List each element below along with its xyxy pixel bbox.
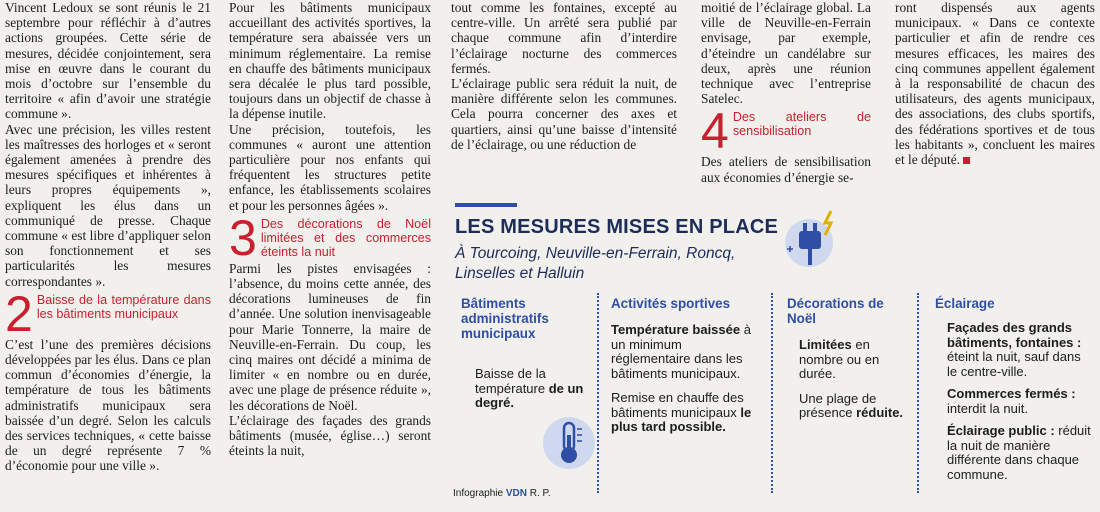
section-3-heading xyxy=(229,209,431,266)
col2-paragraph-1: Pour les bâtiments municipaux accueillant des activités sportives, la température sera abaissée vers un minimum réglementaire. La remise en chauffe des bâtiments municipaux sera décalée le plus tard possible, toujours dans un objectif de chasse à la dépense inutile. xyxy=(229,0,431,122)
measure-text: Baisse de la température xyxy=(475,366,549,396)
col3-paragraph-2: L’éclairage public sera réduit la nuit, de manière différente selon les communes. Cela pourra concerner des axes et quartiers, ainsi qu’une baisse d’intensité de l’éclairage, ou une réduction de xyxy=(451,76,677,152)
measure-text: à un minimum réglementaire dans les bâtiments municipaux. xyxy=(611,322,751,381)
col1-paragraph-1: Vincent Ledoux se sont réunis le 21 septembre pour réfléchir à d’autres actions groupées. Cette série de mesures, décidée conjointement, sera mise en œuvre dans le courant du mois d’octobre sur l’ensemble du territoire « afin d’avoir une stratégie commune ». xyxy=(5,0,211,122)
measure-heading: Activités sportives xyxy=(611,296,731,311)
measure-bold: réduite. xyxy=(856,405,904,420)
section-title: Des décorations de Noël limitées et des commerces éteints la nuit xyxy=(260,216,431,259)
measure-bold: Limitées xyxy=(799,337,852,352)
title-rule xyxy=(455,203,517,207)
measure-bold: de un degré. xyxy=(475,380,584,410)
col3-paragraph-1: tout comme les fontaines, excepté au centre-ville. Un arrêté sera publié par chaque commune afin d’interdire l’éclairage nocturne des commerces fermés. xyxy=(451,0,677,76)
measure-item xyxy=(787,338,907,382)
measure-item xyxy=(935,424,1093,482)
measure-column-sports xyxy=(611,296,761,435)
article-column-3 xyxy=(451,0,677,152)
section-number: 3 xyxy=(229,209,257,266)
end-of-article-mark xyxy=(963,157,970,164)
col4-paragraph-1: moitié de l’éclairage global. La ville de Neuville-en-Ferrain envisage, par exemple, d’éteindre un candélabre sur deux, après une réunion technique avec l’entreprise Satelec. xyxy=(701,0,871,107)
measure-text: éteint la nuit, sauf dans le centre-ville. xyxy=(947,349,1081,379)
col2-paragraph-3: Parmi les pistes envisagées : l’absence, du moins cette année, des décorations lumineuses de fin d’année. Une solution inenvisageable pour Marie Tonnerre, la maire de Neuville-en-Ferrain. Du coup, les cinq maires ont décidé a minima de limiter « en nombre ou en durée, avec une plage de présence réduite », les décorations de Noël. xyxy=(229,260,431,413)
section-title: Baisse de la température dans les bâtiments municipaux xyxy=(36,292,211,321)
measure-heading: Éclairage xyxy=(935,296,995,311)
measure-item xyxy=(611,323,761,381)
col4-paragraph-2: Des ateliers de sensibilisation aux économies d’énergie se- xyxy=(701,154,871,185)
article-column-1 xyxy=(5,0,211,474)
measure-item xyxy=(611,391,761,435)
section-2-heading xyxy=(5,285,211,342)
article-column-4 xyxy=(701,0,871,185)
measure-column-lighting xyxy=(935,296,1093,482)
measure-text: réduit la nuit de manière différente dans chaque commune. xyxy=(947,423,1091,482)
section-title: Des ateliers de sensibilisation xyxy=(732,110,871,139)
thermometer-icon xyxy=(541,415,597,471)
article-column-5 xyxy=(895,0,1095,167)
measure-bold: Éclairage public : xyxy=(947,423,1055,438)
infographic-credit xyxy=(453,488,551,499)
measure-bold: le plus tard possible. xyxy=(611,404,752,434)
measure-text: Une plage de présence xyxy=(799,390,877,420)
infographic-subtitle: À Tourcoing, Neuville-en-Ferrain, Roncq, Linselles et Halluin xyxy=(455,245,736,282)
column-separator xyxy=(771,293,773,493)
measure-heading: Décorations de Noël xyxy=(787,296,884,326)
col1-paragraph-3: C’est l’une des premières décisions développées par les élus. Dans ce plan commun d’économies d’énergie, la température de tous les bâtiments administratifs municipaux sera baissée d’un degré. Selon les calculs des services techniques, « cette baisse de un degré représente 7 % d’économie pour une ville ». xyxy=(5,336,211,474)
section-number: 2 xyxy=(5,285,33,342)
measure-bold: Façades des grands bâtiments, fontaines : xyxy=(947,320,1082,350)
infographic-title: LES MESURES MISES EN PLACE xyxy=(455,216,779,238)
measure-text: en nombre ou en durée. xyxy=(799,337,880,381)
col2-paragraph-2: Une précision, toutefois, les communes « auront une attention particulière pour nos enfants qui fréquentent les structures petite enfance, les établissements scolaires et pour les personnes âgées ». xyxy=(229,121,431,213)
col5-text: ront dispensés aux agents municipaux. « Dans ce contexte particulier et afin de rendre ces mesures efficaces, les maires des cinq communes appellent également à la responsabilité de chacun des utilisateurs, des agents municipaux, des associations, des clubs sportifs, des fédérations sportives et de tous les habitants », concluent les maires et le député. xyxy=(895,0,1095,168)
measure-item xyxy=(935,387,1093,416)
measure-item xyxy=(935,321,1093,379)
measure-column-christmas xyxy=(787,296,907,421)
article-column-2 xyxy=(229,0,431,458)
credit-prefix: Infographie xyxy=(453,488,504,499)
infographic xyxy=(451,197,1100,512)
section-4-heading xyxy=(701,103,871,160)
plug-lightning-icon xyxy=(779,205,849,275)
measure-item xyxy=(787,392,907,421)
measure-column-buildings xyxy=(461,296,601,411)
measure-heading: Bâtiments administratifs municipaux xyxy=(461,296,549,341)
col1-paragraph-2: Avec une précision, les villes restent les maîtresses des horloges et « seront également amenées à prendre des mesures spécifiques et inhérentes à leurs propres équipements », expliquent les élus dans un communiqué de presse. Chaque commune « est libre d’appliquer selon son fonctionnement et ses particularités les mesures correspondantes ». xyxy=(5,121,211,289)
col2-paragraph-4: L’éclairage des façades des grands bâtiments (musée, église…) seront éteints la nuit, xyxy=(229,412,431,459)
measure-bold: Température baissée xyxy=(611,322,741,337)
section-number: 4 xyxy=(701,103,729,160)
column-separator xyxy=(597,293,599,493)
credit-suffix: R. P. xyxy=(529,488,551,499)
credit-brand: VDN xyxy=(505,488,527,499)
measure-bold: Commerces fermés : xyxy=(947,386,1076,401)
measure-text: interdit la nuit. xyxy=(947,400,1028,416)
measure-item xyxy=(461,367,601,411)
column-separator xyxy=(917,293,919,493)
col5-paragraph-1 xyxy=(895,0,1095,167)
measure-text: Remise en chauffe des bâtiments municipaux xyxy=(611,390,744,420)
